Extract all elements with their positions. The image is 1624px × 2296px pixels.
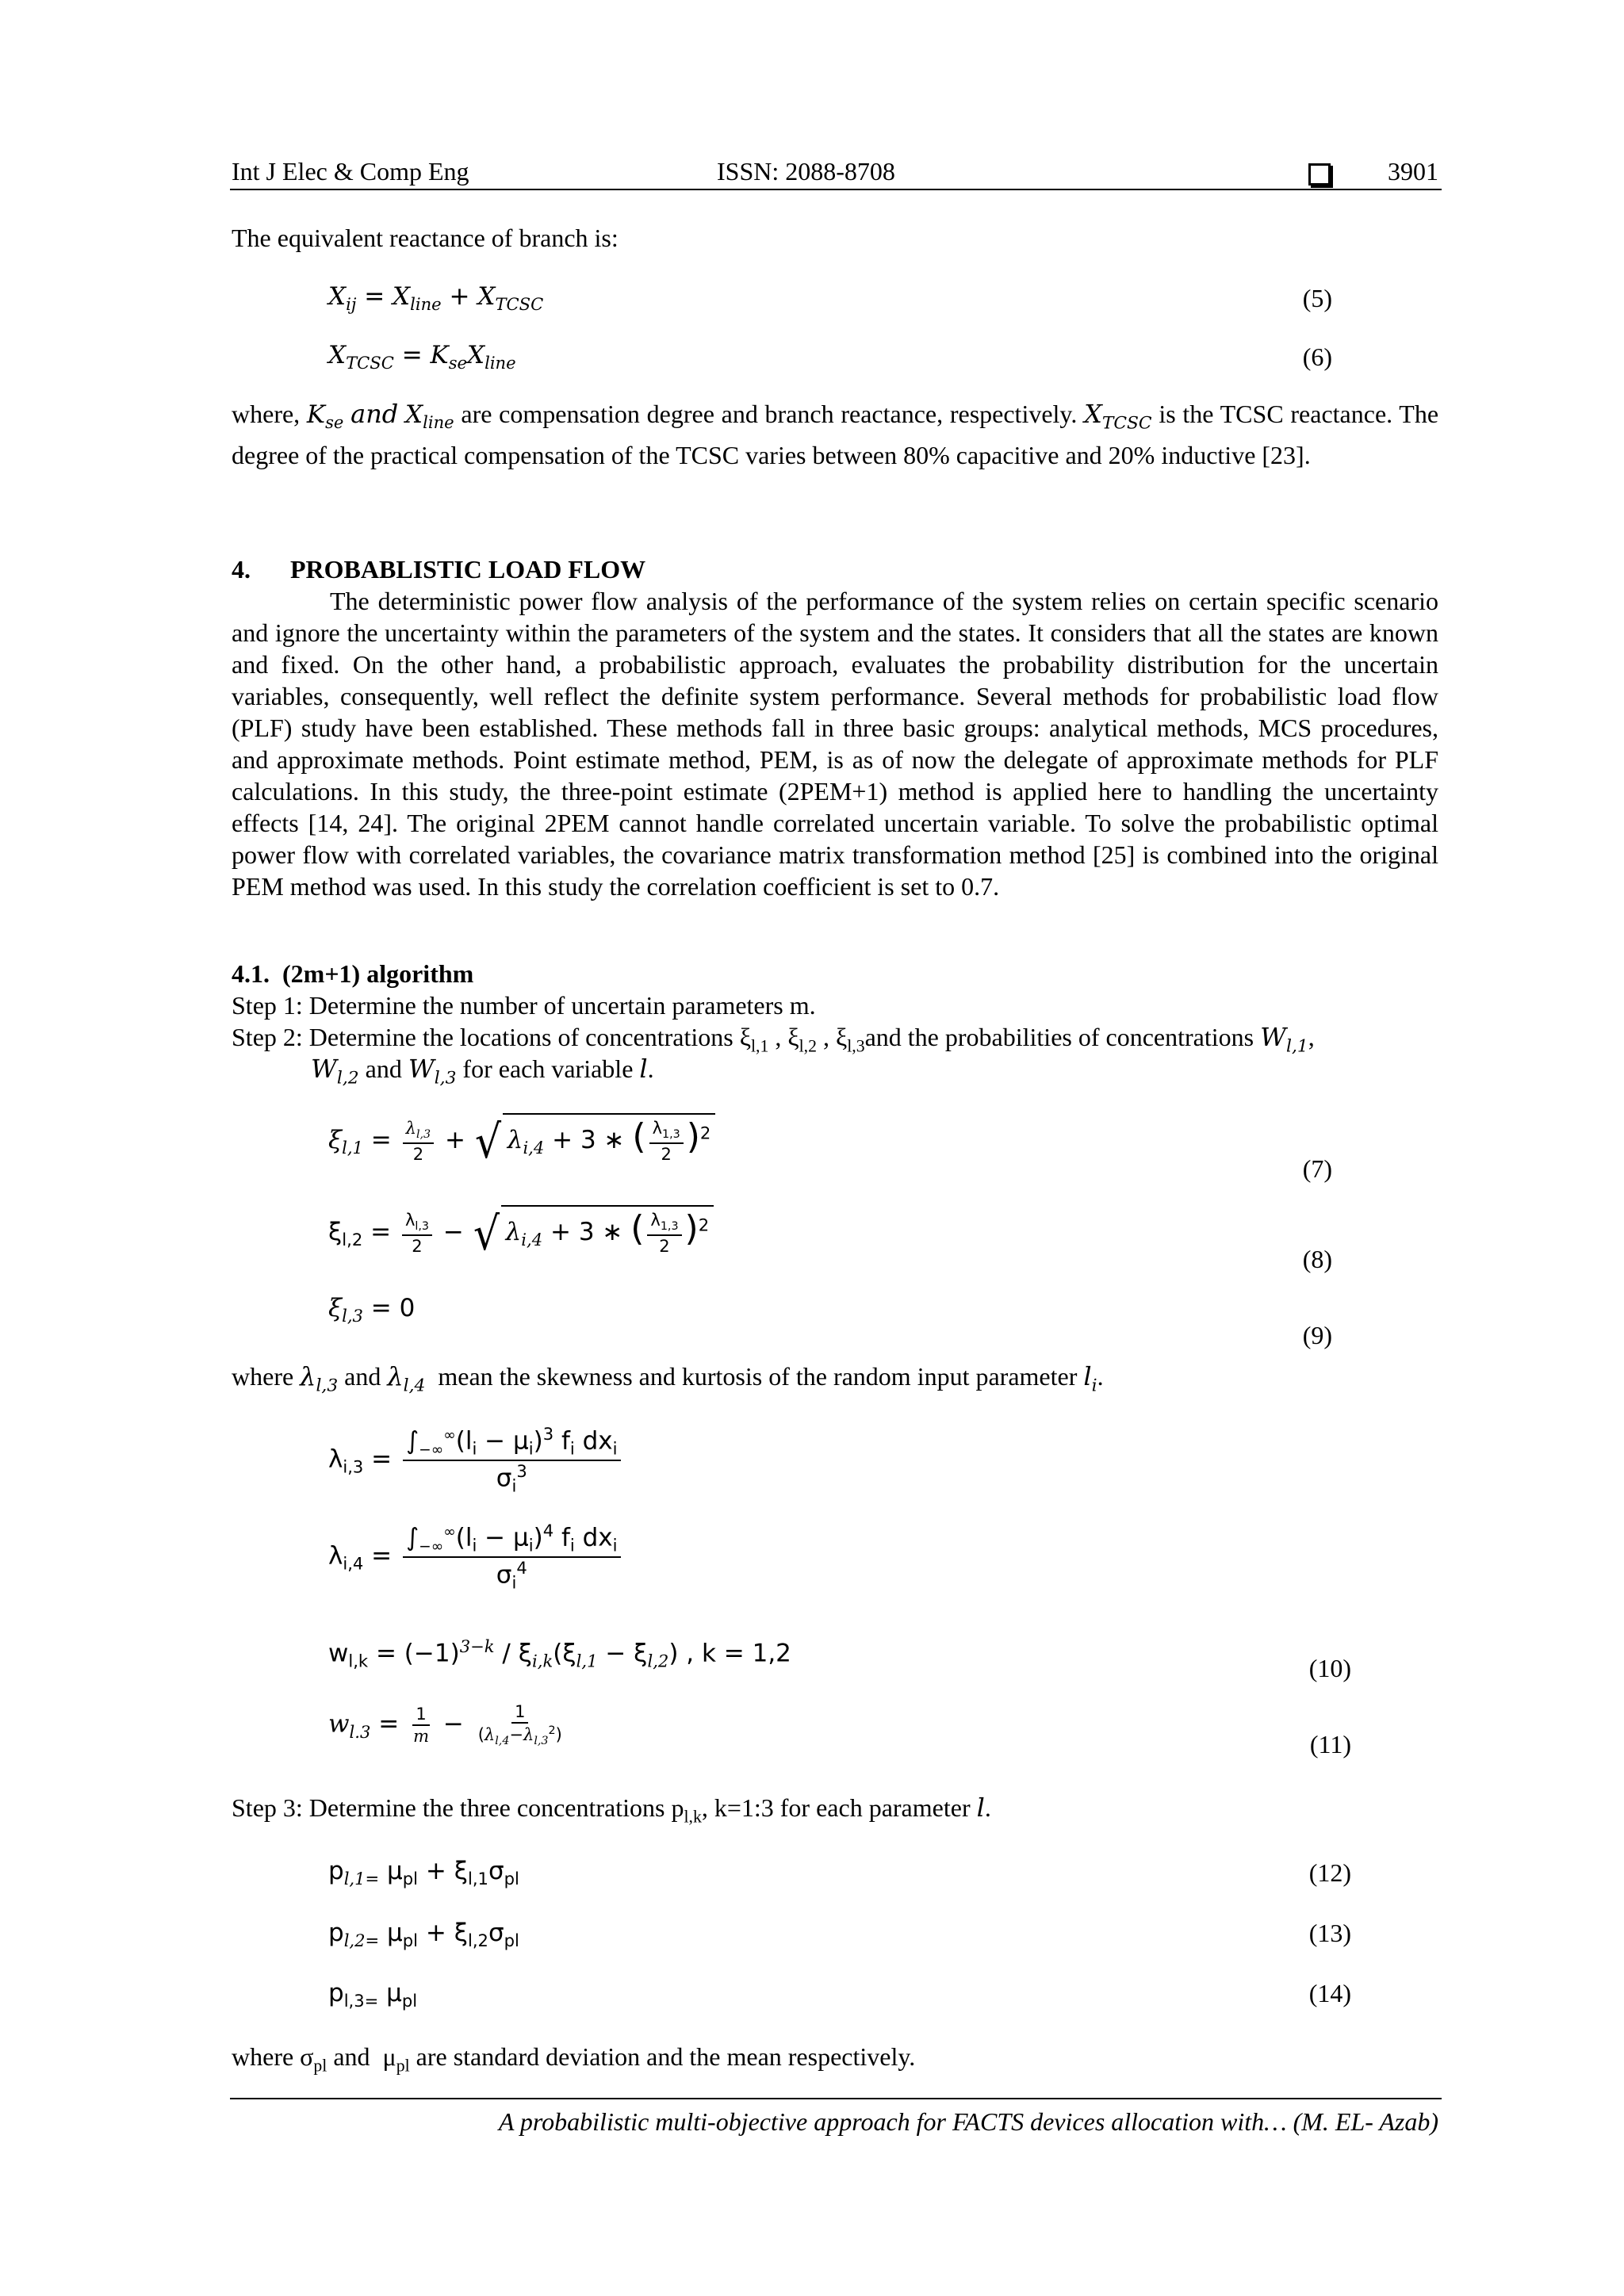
step-3-text-b: , k=1:3 for each parameter (701, 1793, 971, 1822)
running-footer: A probabilistic multi-objective approach for FACTS devices allocation with… (M. EL- Azab) (498, 2107, 1438, 2136)
where-word: where, (232, 400, 301, 428)
equation-number-8: (8) (1302, 1245, 1332, 1273)
equation-number-9: (9) (1302, 1321, 1332, 1349)
reactance-definition-text: are compensation degree and branch reactance, respectively. (461, 400, 1078, 428)
footer-rule (230, 2098, 1442, 2099)
where-skew-text-b: and (344, 1362, 381, 1391)
page-number: 3901 (1388, 157, 1438, 186)
where-skew-text-a: where (232, 1362, 294, 1391)
equation-number-5: (5) (1302, 284, 1332, 312)
step-1: Step 1: Determine the number of uncertain parameters m. (232, 991, 816, 1020)
step-2-continued: $W_{l,2}$ and $W_{l,3}$ for each variable l. (311, 1054, 654, 1089)
step-3: Step 3: Determine the three concentrations $p_{l,k}$, k=1:3 for each parameter l. (232, 1793, 991, 1827)
equation-6: $X_{TCSC} = K_{se}X_{line}$ (328, 341, 516, 373)
section-4-number: 4. (232, 555, 251, 584)
subsection-4-1-title: 4.1. (2m+1) algorithm (232, 959, 474, 988)
step-2-text-b: and the probabilities of concentrations (864, 1023, 1254, 1051)
header-rule (230, 189, 1442, 190)
std-mean-sentence: where $\sigma_{pl}$ and $\mu_{pl}$ are standard deviation and the mean respectively. (232, 2042, 916, 2076)
equation-number-12: (12) (1308, 1858, 1351, 1887)
equation-5: $X_{ij} = X_{line} + X_{TCSC}$ (328, 282, 544, 315)
step-2-text-d: for each variable (462, 1054, 634, 1083)
reactance-definition-paragraph: where, $K_{se}$ and $X_{line}$ are compensation degree and branch reactance, respectively. $X_{TCSC}$ is the TCSC reactance. The degree of the practical compensation of the TCSC varies between 80% capacitive and 20% inductive [23]. (232, 399, 1439, 470)
equation-8: $\xi_{l,2}$ = $\frac{\lambda_{l,3}}{2}$ − √ $\lambda_{i,4} + 3$ ∗ ( $\frac{\lambda_{1,3}}{2}$ )$^2$ (328, 1205, 714, 1257)
equation-number-13: (13) (1308, 1919, 1351, 1947)
step-2-text-a: Step 2: Determine the locations of concentrations (232, 1023, 733, 1051)
where-skew-text-c: mean the skewness and kurtosis of the random input parameter (438, 1362, 1078, 1391)
skewness-kurtosis-sentence: where $\lambda_{l,3}$ and $\lambda_{l,4}$ mean the skewness and kurtosis of the random input parameter $l_i$. (232, 1361, 1104, 1396)
kurtosis-formula: $\lambda_{i,4}$ = $\frac{\int_{-\infty}^\infty(l_i - \mu_i)^4 f_i dx_i}{\sigma_i^4}$ (328, 1522, 624, 1592)
section-4-body-text: The deterministic power flow analysis of the performance of the system relies on certain specific scenario and ignore the uncertainty within the parameters of the system and the states. It considers that all the states are known and fixed. On the other hand, a probabilistic approach, evaluates the probability distribution for the uncertain variables, consequently, well reflect the definite system performance. Several methods for probabilistic load flow (PLF) study have been established. These methods fall in three basic groups: analytical methods, MCS procedures, and approximate methods. Point estimate method, PEM, is as of now the delegate of approximate methods for PLF calculations. In this study, the three-point estimate (2PEM+1) method is applied here to handling the uncertainty effects [14, 24]. The original 2PEM cannot handle correlated uncertain variable. To solve the probabilistic optimal power flow with correlated variables, the covariance matrix transformation method [25] is combined into the original PEM method was used. In this study the correlation coefficient is set to 0.7. (232, 587, 1438, 901)
step-2-text-c: and (365, 1054, 402, 1083)
final-text-c: are standard deviation and the mean respectively. (416, 2042, 916, 2071)
equation-12: $p_{l,1=}$ $\mu_{pl} + \xi_{l,1}\sigma_{pl}$ (328, 1857, 519, 1889)
equation-number-6: (6) (1302, 342, 1332, 371)
and-word: and (350, 399, 399, 429)
final-text-b: and (333, 2042, 370, 2071)
final-text-a: where (232, 2042, 294, 2071)
intro-line: The equivalent reactance of branch is: (232, 224, 619, 252)
step-2: Step 2: Determine the locations of concentrations $\xi_{l,1}$ , $\xi_{l,2}$ , $\xi_{l,3}and$ the probabilities of concentrations $W_{l,1}$, (232, 1022, 1315, 1057)
step-3-text-a: Step 3: Determine the three concentrations (232, 1793, 665, 1822)
section-4-body (232, 585, 1438, 902)
running-header-issn: ISSN: 2088-8708 (717, 157, 895, 186)
equation-11: $w_{l.3}$ = $\frac{1}{m}$ − $\frac{1}{(\lambda_{l,4}-\lambda_{l,3}^2)}$ (328, 1702, 562, 1748)
square-bullet-icon (1308, 155, 1331, 187)
running-header-journal: Int J Elec & Comp Eng (232, 157, 469, 186)
equation-number-7: (7) (1302, 1154, 1332, 1183)
equation-13: $p_{l,2=}$ $\mu_{pl} + \xi_{l,2}\sigma_{pl}$ (328, 1919, 519, 1951)
section-4-title: PROBABLISTIC LOAD FLOW (290, 555, 646, 584)
tcsc-reactance-text: is the TCSC reactance. The degree of the practical compensation of the TCSC varies between 80% capacitive and 20% inductive [23]. (232, 400, 1439, 470)
equation-14: $p_{l,3=}$ $\mu_{pl}$ (328, 1979, 418, 2011)
equation-number-11: (11) (1309, 1730, 1351, 1758)
equation-number-10: (10) (1308, 1654, 1351, 1682)
equation-10: $w_{l,k} = (-1)^{3-k} / \xi_{i,k}(\xi_{l,1} - \xi_{l,2})$ , k = 1,2 (328, 1636, 791, 1671)
equation-7: $\xi_{l,1}$ = $\frac{\lambda_{l,3}}{2}$ + √ $\lambda_{i,4} + 3$ ∗ ( $\frac{\lambda_{1,3}}{2}$ )$^2$ (328, 1113, 715, 1165)
equation-number-14: (14) (1308, 1979, 1351, 2007)
equation-9: $\xi_{l,3} = 0$ (328, 1294, 416, 1326)
skewness-formula: $\lambda_{i,3}$ = $\frac{\int_{-\infty}^\infty(l_i - \mu_i)^3 f_i dx_i}{\sigma_i^3}$ (328, 1425, 624, 1495)
